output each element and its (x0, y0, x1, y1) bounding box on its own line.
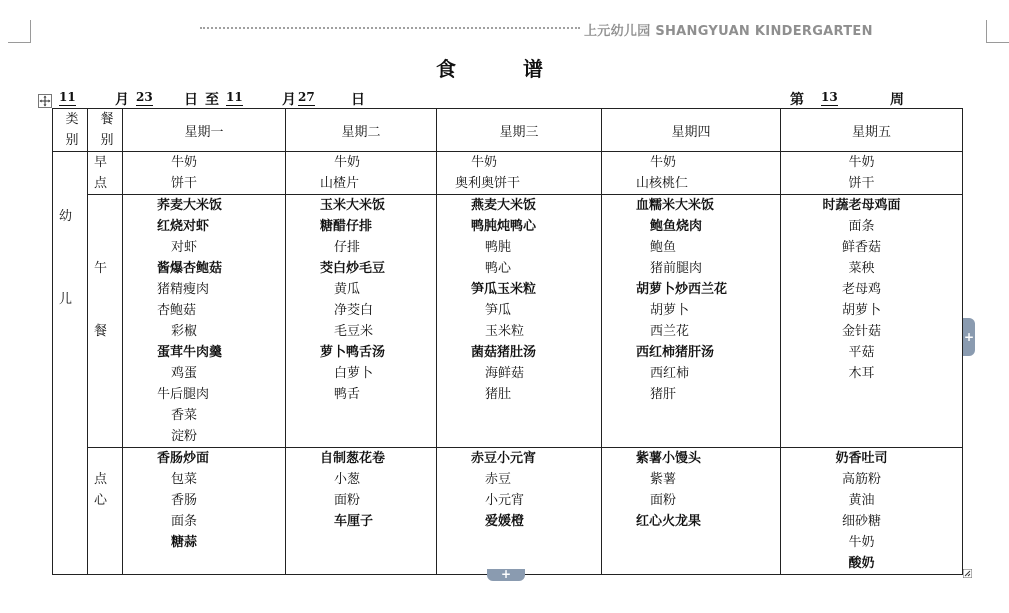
dish-name: 自制葱花卷 (320, 451, 386, 466)
category-char-1: 幼 (59, 209, 73, 224)
lunch-row (53, 195, 963, 448)
ingredient: 牛奶 (848, 535, 875, 550)
menu-cell (602, 195, 781, 448)
header-dotted-line (200, 27, 580, 29)
ingredient: 对虾 (171, 240, 198, 255)
ingredient: 牛奶 (471, 155, 498, 170)
menu-cell (602, 152, 781, 195)
ingredient: 笋瓜 (485, 303, 512, 318)
ingredient: 面条 (171, 514, 198, 529)
meal-label-breakfast: 早 点 (88, 152, 123, 195)
day-header-fri: 星期五 (781, 109, 963, 152)
ingredient: 胡萝卜 (650, 303, 690, 318)
header-brand: 上元幼儿园 SHANGYUAN KINDERGARTEN (584, 24, 873, 39)
menu-cell (123, 448, 286, 575)
add-row-icon[interactable]: + (487, 569, 525, 581)
ingredient: 鸡蛋 (171, 366, 198, 381)
dish-name: 香肠炒面 (157, 451, 210, 466)
ingredient: 鸭肫 (485, 240, 512, 255)
dish-name: 血糯米大米饭 (636, 198, 715, 213)
ingredient: 奥利奥饼干 (455, 176, 521, 191)
menu-table (52, 108, 963, 575)
menu-cell (437, 195, 602, 448)
ingredient: 面粉 (334, 493, 361, 508)
menu-cell (123, 195, 286, 448)
ingredient: 猪前腿肉 (650, 261, 703, 276)
day-header-mon: 星期一 (123, 109, 286, 152)
dish-name: 燕麦大米饭 (471, 198, 537, 213)
dish-name: 玉米大米饭 (320, 198, 386, 213)
ingredient: 白萝卜 (334, 366, 374, 381)
ingredient: 鲍鱼 (650, 240, 677, 255)
ingredient: 包菜 (171, 472, 198, 487)
menu-cell (123, 152, 286, 195)
ingredient: 淀粉 (171, 429, 198, 444)
day-header-tue: 星期二 (286, 109, 437, 152)
ingredient: 牛奶 (650, 155, 677, 170)
meal-label-lunch: 午 餐 (88, 195, 123, 448)
dish-name: 奶香吐司 (835, 451, 888, 466)
day-header-thu: 星期四 (602, 109, 781, 152)
meal-label-snack: 点 心 (88, 448, 123, 575)
move-handle-icon[interactable] (38, 94, 52, 108)
dish-name: 红心火龙果 (636, 514, 702, 529)
page-corner-mark-top-right (986, 20, 1009, 43)
ingredient: 饼干 (848, 176, 875, 191)
day-label-2: 日 (351, 92, 365, 108)
menu-cell (286, 195, 437, 448)
menu-cell (781, 448, 963, 575)
ingredient: 小葱 (334, 472, 361, 487)
ingredient: 猪精瘦肉 (157, 282, 210, 297)
ingredient: 仔排 (334, 240, 361, 255)
dish-name: 糖蒜 (171, 535, 198, 550)
ingredient: 玉米粒 (485, 324, 525, 339)
dish-name: 车厘子 (334, 514, 374, 529)
dish-name: 酸奶 (848, 556, 875, 571)
ingredient: 鸭舌 (334, 387, 361, 402)
ingredient: 黄瓜 (334, 282, 361, 297)
dish-name: 西红柿猪肝汤 (636, 345, 715, 360)
ingredient: 木耳 (848, 366, 875, 381)
ingredient: 牛后腿肉 (157, 387, 210, 402)
ingredient: 西红柿 (650, 366, 690, 381)
month-label-2: 月 (282, 92, 296, 108)
dish-name: 荞麦大米饭 (157, 198, 223, 213)
dish-name: 爱媛橙 (485, 514, 525, 529)
ingredient: 鸭心 (485, 261, 512, 276)
ingredient: 净茭白 (334, 303, 374, 318)
ingredient: 山核桃仁 (636, 176, 689, 191)
ingredient: 毛豆米 (334, 324, 374, 339)
dish-name: 鲍鱼烧肉 (650, 219, 703, 234)
day-label-1: 日 (184, 92, 198, 108)
ingredient: 杏鲍菇 (157, 303, 197, 318)
dish-name: 鸭肫炖鸭心 (471, 219, 537, 234)
dish-name: 赤豆小元宵 (471, 451, 537, 466)
ingredient: 香菜 (171, 408, 198, 423)
header-row (53, 109, 963, 152)
dish-name: 时蔬老母鸡面 (822, 198, 901, 213)
menu-cell (286, 448, 437, 575)
ingredient: 西兰花 (650, 324, 690, 339)
ingredient: 老母鸡 (841, 282, 881, 297)
ingredient: 高筋粉 (841, 472, 881, 487)
dish-name: 胡萝卜炒西兰花 (636, 282, 728, 297)
ingredient: 海鲜菇 (485, 366, 525, 381)
dish-name: 茭白炒毛豆 (320, 261, 386, 276)
ingredient: 紫薯 (650, 472, 677, 487)
dish-name: 菌菇猪肚汤 (471, 345, 537, 360)
ingredient: 黄油 (848, 493, 875, 508)
resize-handle-icon[interactable] (963, 569, 972, 578)
month-label-1: 月 (115, 92, 129, 108)
to-label: 至 (205, 92, 219, 108)
dish-name: 蛋茸牛肉羹 (157, 345, 223, 360)
ingredient: 小元宵 (485, 493, 525, 508)
end-month: 11 (226, 90, 243, 104)
category-char-2: 儿 (59, 292, 73, 307)
breakfast-row (53, 152, 963, 195)
category-header: 类 别 (53, 109, 88, 152)
date-line (0, 88, 1009, 108)
ingredient: 菜秧 (848, 261, 875, 276)
ingredient: 山楂片 (320, 176, 360, 191)
ingredient: 彩椒 (171, 324, 198, 339)
week-suffix: 周 (890, 92, 904, 108)
ingredient: 猪肝 (650, 387, 677, 402)
dish-name: 糖醋仔排 (320, 219, 373, 234)
ingredient: 金针菇 (841, 324, 881, 339)
menu-cell (286, 152, 437, 195)
ingredient: 牛奶 (171, 155, 198, 170)
ingredient: 细砂糖 (841, 514, 881, 529)
menu-cell (437, 152, 602, 195)
start-month: 11 (59, 90, 76, 104)
start-day: 23 (136, 90, 153, 104)
dish-name: 红烧对虾 (157, 219, 210, 234)
page-corner-mark-top-left (8, 20, 31, 43)
end-day: 27 (298, 90, 315, 104)
menu-cell (437, 448, 602, 575)
menu-cell (602, 448, 781, 575)
ingredient: 饼干 (171, 176, 198, 191)
add-column-icon[interactable]: + (963, 318, 975, 356)
ingredient: 猪肚 (485, 387, 512, 402)
menu-cell (781, 195, 963, 448)
page-title: 食 谱 (436, 57, 573, 81)
ingredient: 香肠 (171, 493, 198, 508)
ingredient: 鲜香菇 (841, 240, 881, 255)
week-prefix: 第 (790, 92, 804, 108)
dish-name: 萝卜鸭舌汤 (320, 345, 386, 360)
ingredient: 面条 (848, 219, 875, 234)
ingredient: 牛奶 (848, 155, 875, 170)
category-cell (53, 152, 88, 575)
dish-name: 酱爆杏鲍菇 (157, 261, 223, 276)
ingredient: 平菇 (848, 345, 875, 360)
dish-name: 笋瓜玉米粒 (471, 282, 537, 297)
dish-name: 紫薯小馒头 (636, 451, 702, 466)
menu-cell (781, 152, 963, 195)
meal-header: 餐 别 (88, 109, 123, 152)
snack-row (53, 448, 963, 575)
ingredient: 胡萝卜 (841, 303, 881, 318)
week-number: 13 (821, 90, 838, 104)
ingredient: 面粉 (650, 493, 677, 508)
day-header-wed: 星期三 (437, 109, 602, 152)
ingredient: 赤豆 (485, 472, 512, 487)
ingredient: 牛奶 (334, 155, 361, 170)
